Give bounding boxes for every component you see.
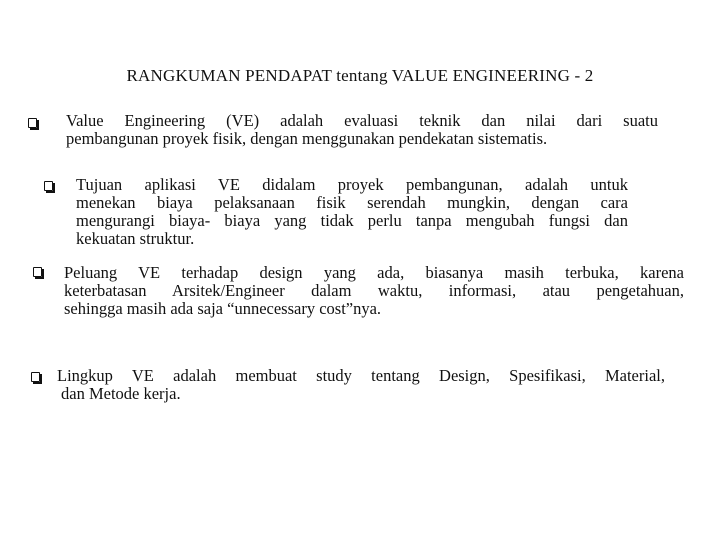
bullet-3-line-3: sehingga masih ada saja “unnecessary cost”nya. [64,299,382,318]
bullet-paragraph-3 [64,264,684,318]
bullet-paragraph-4 [57,367,665,403]
bullet-2-line-3: mengurangi biaya- biaya yang tidak perlu tanpa mengubah fungsi dan [76,211,628,230]
slide-title: RANGKUMAN PENDAPAT tentang VALUE ENGINEERING - 2 [126,66,594,85]
checkbox-bullet-icon [28,118,37,128]
bullet-3-line-2: keterbatasan Arsitek/Engineer dalam waktu, informasi, atau pengetahuan, [64,281,684,300]
bullet-3-line-1: Peluang VE terhadap design yang ada, biasanya masih terbuka, karena [64,263,684,282]
bullet-paragraph-1 [66,112,658,148]
checkbox-bullet-icon [31,372,40,382]
bullet-4-line-2: dan Metode kerja. [61,384,181,403]
bullet-paragraph-2 [76,176,628,248]
bullet-2-line-4: kekuatan struktur. [76,229,195,248]
bullet-1-line-2: pembangunan proyek fisik, dengan menggunakan pendekatan sistematis. [66,129,548,148]
checkbox-bullet-icon [33,267,42,277]
checkbox-bullet-icon [44,181,53,191]
bullet-2-line-1: Tujuan aplikasi VE didalam proyek pembangunan, adalah untuk [76,175,628,194]
bullet-1-line-1: Value Engineering (VE) adalah evaluasi teknik dan nilai dari suatu [66,111,658,130]
bullet-4-line-1: Lingkup VE adalah membuat study tentang Design, Spesifikasi, Material, [57,366,665,385]
bullet-2-line-2: menekan biaya pelaksanaan fisik serendah mungkin, dengan cara [76,193,628,212]
